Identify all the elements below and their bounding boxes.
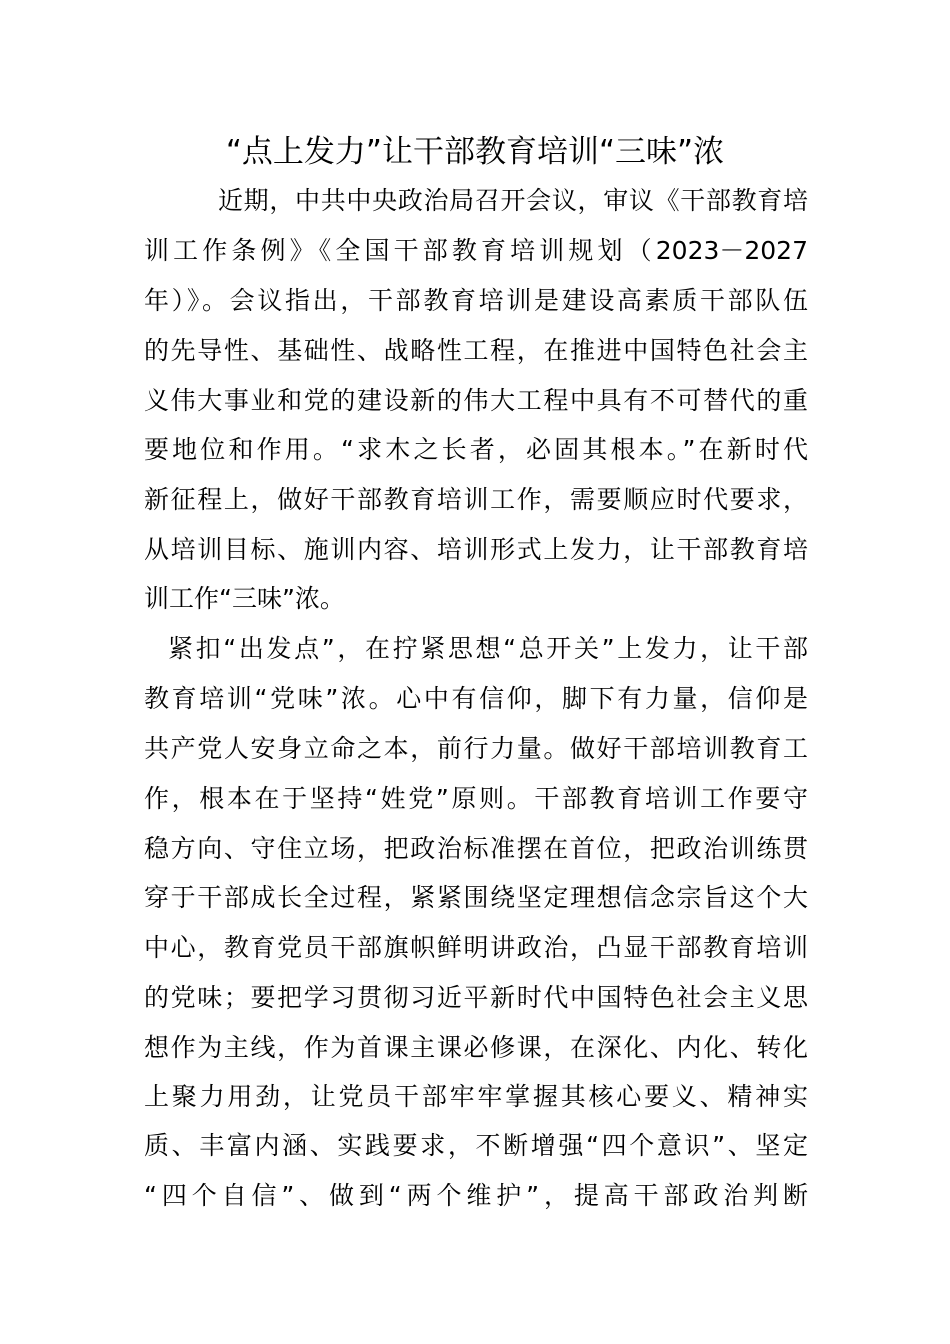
paragraph-1-line-2: 训工作条例》《全国干部教育培训规划（2023－2027 [144, 236, 808, 265]
paragraph-1-line-4: 的先导性、基础性、战略性工程，在推进中国特色社会主 [144, 336, 808, 365]
paragraph-2-line-4: 作，根本在于坚持“姓党”原则。干部教育培训工作要守 [144, 784, 808, 813]
paragraph-1-line-7: 新征程上，做好干部教育培训工作，需要顺应时代要求， [144, 485, 808, 514]
document-title: “点上发力”让干部教育培训“三味”浓 [225, 134, 725, 170]
paragraph-2-line-12: “四个自信”、做到“两个维护”，提高干部政治判断 [144, 1181, 808, 1210]
paragraph-2-line-7: 中心，教育党员干部旗帜鲜明讲政治，凸显干部教育培训 [144, 933, 808, 962]
paragraph-2-line-5: 稳方向、守住立场，把政治标准摆在首位，把政治训练贯 [144, 834, 808, 863]
paragraph-2-line-2: 教育培训“党味”浓。心中有信仰，脚下有力量，信仰是 [144, 684, 808, 713]
paragraph-2-line-8: 的党味；要把学习贯彻习近平新时代中国特色社会主义思 [144, 983, 808, 1012]
paragraph-1-line-8: 从培训目标、施训内容、培训形式上发力，让干部教育培 [144, 535, 808, 564]
paragraph-2-line-9: 想作为主线，作为首课主课必修课，在深化、内化、转化 [144, 1033, 808, 1062]
paragraph-1-line-1: 近期，中共中央政治局召开会议，审议《干部教育培 [218, 186, 808, 215]
paragraph-1-line-5: 义伟大事业和党的建设新的伟大工程中具有不可替代的重 [144, 386, 808, 415]
paragraph-2-line-1: 紧扣“出发点”，在拧紧思想“总开关”上发力，让干部 [168, 634, 808, 663]
paragraph-1-line-3: 年）》。会议指出，干部教育培训是建设高素质干部队伍 [144, 286, 808, 315]
paragraph-2-line-3: 共产党人安身立命之本，前行力量。做好干部培训教育工 [144, 734, 808, 763]
paragraph-2-line-11: 质、丰富内涵、实践要求，不断增强“四个意识”、坚定 [144, 1131, 808, 1160]
paragraph-1-line-9: 训工作“三味”浓。 [144, 584, 345, 613]
paragraph-2-line-10: 上聚力用劲，让党员干部牢牢掌握其核心要义、精神实 [144, 1082, 808, 1111]
paragraph-1-line-6: 要地位和作用。“求木之长者，必固其根本。”在新时代 [144, 435, 808, 464]
paragraph-2-line-6: 穿于干部成长全过程，紧紧围绕坚定理想信念宗旨这个大 [144, 883, 808, 912]
